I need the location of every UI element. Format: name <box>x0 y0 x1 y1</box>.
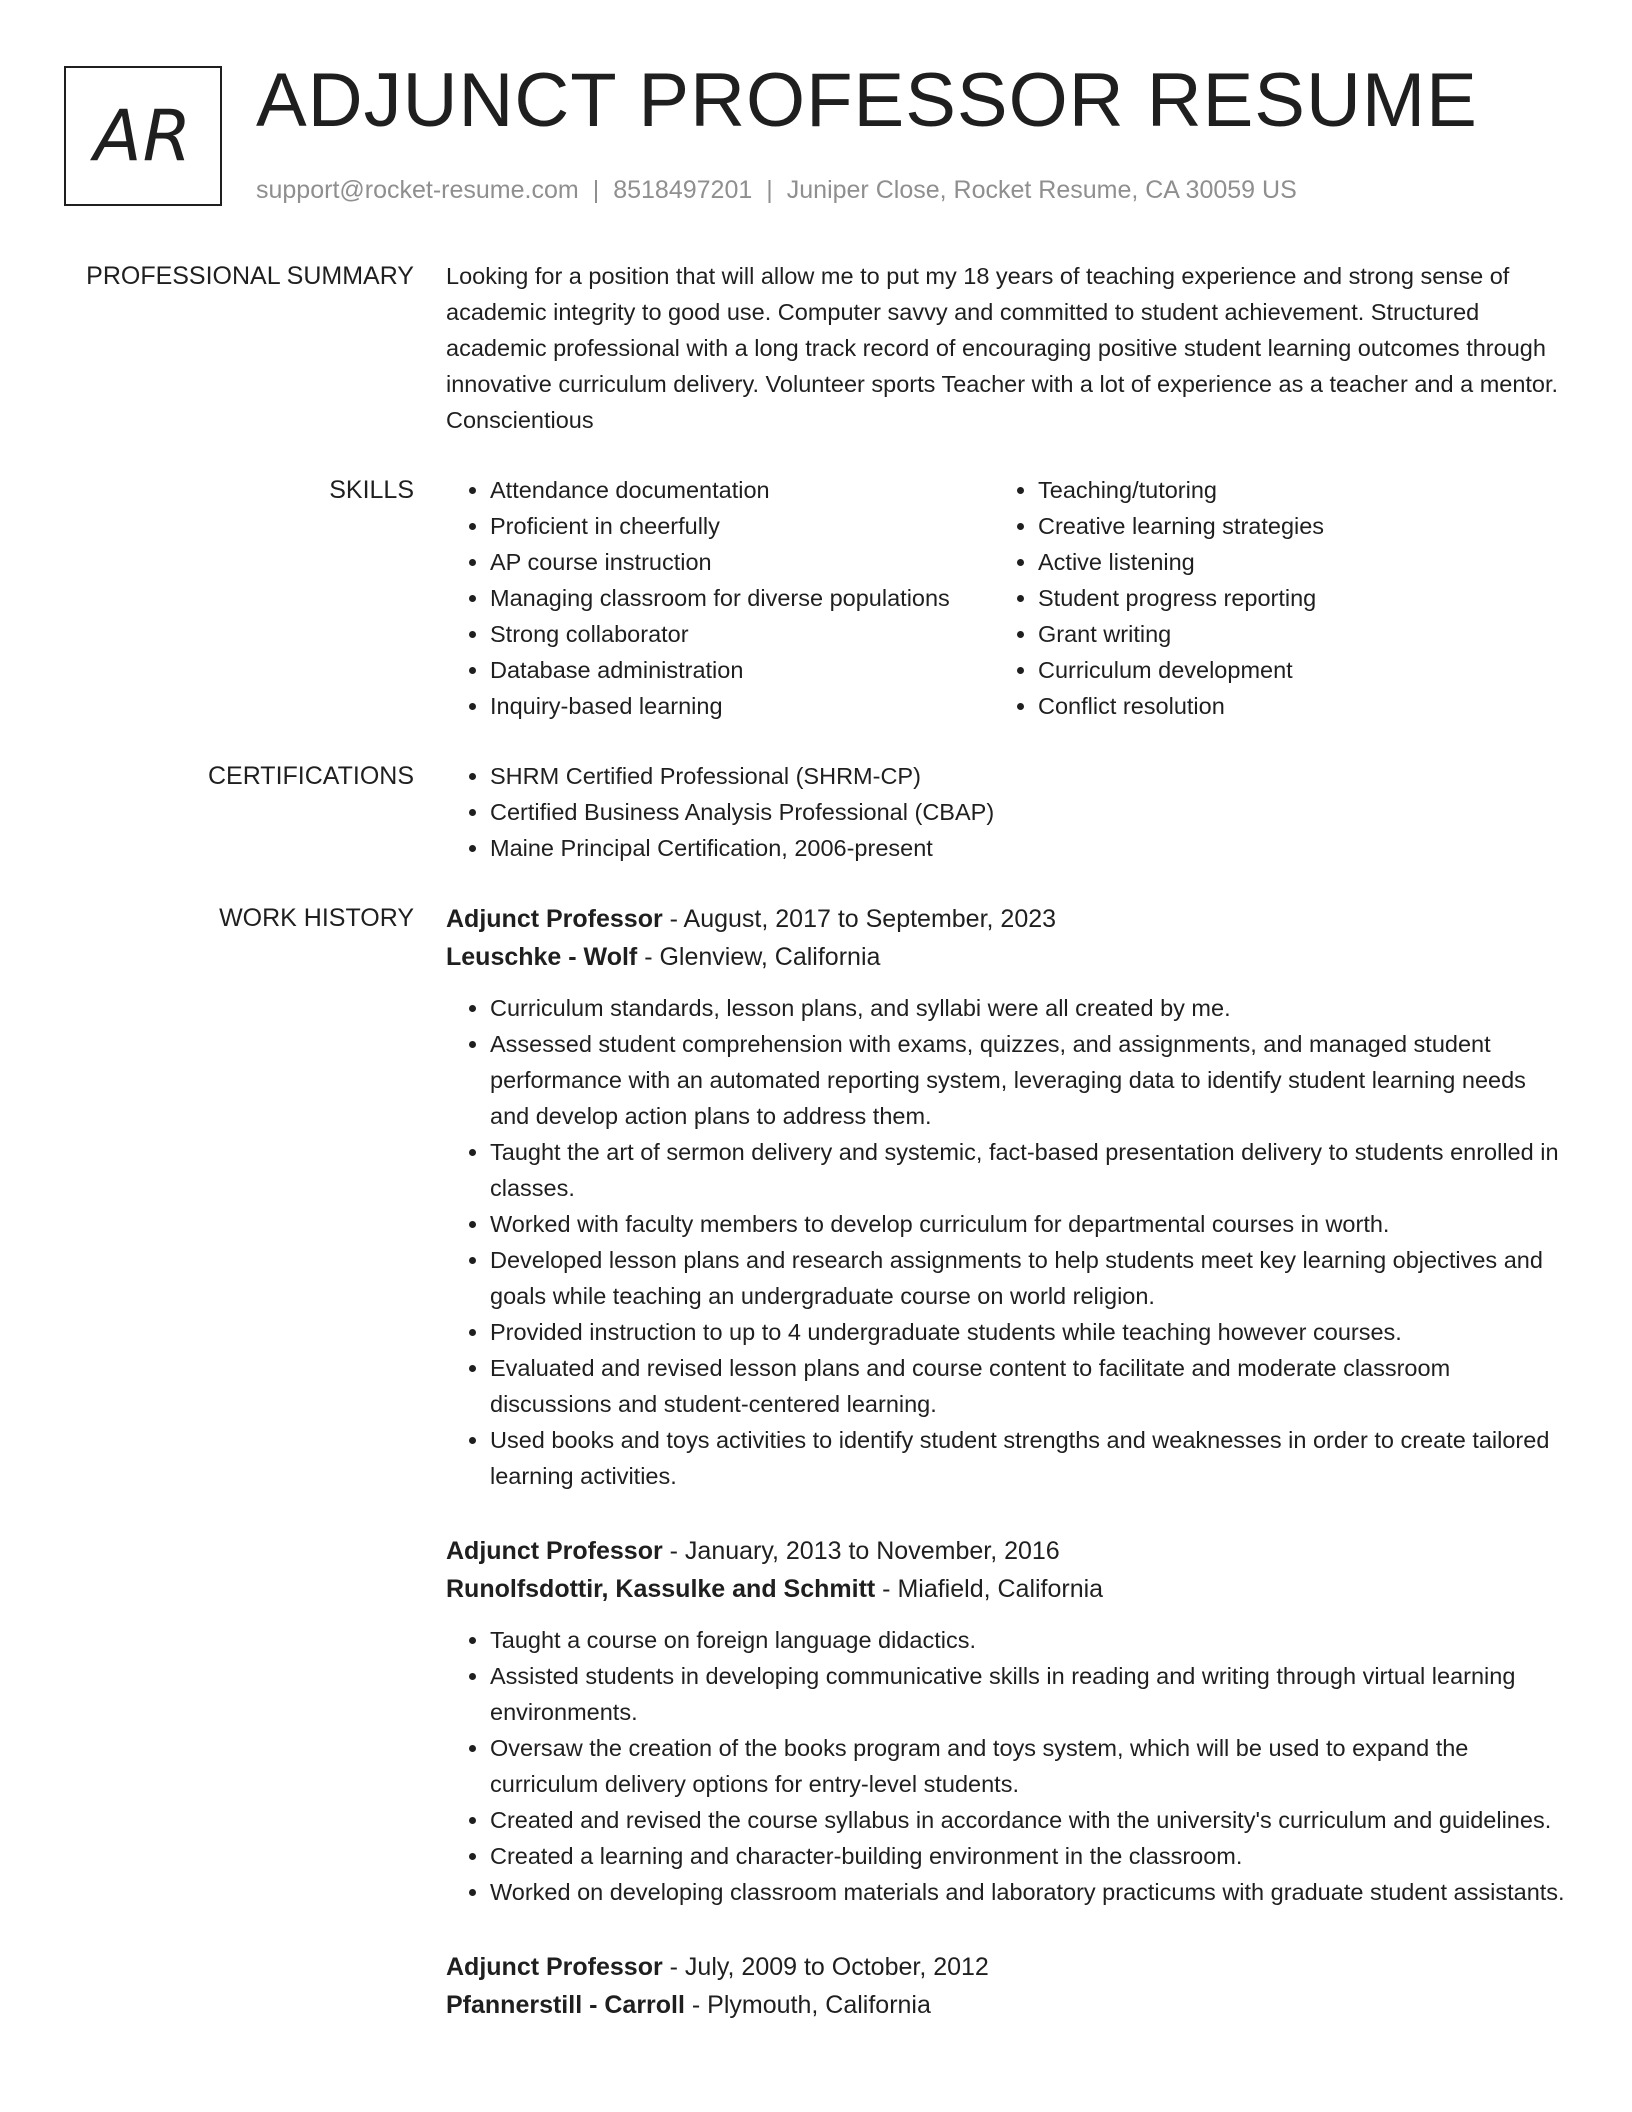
job-entry <box>446 1948 1566 2024</box>
job-title: Adjunct Professor <box>446 905 663 933</box>
monogram-box <box>64 66 222 206</box>
job-company: Runolfsdottir, Kassulke and Schmitt <box>446 1575 876 1603</box>
job-location: - Glenview, California <box>637 943 881 971</box>
job-dates: - January, 2013 to November, 2016 <box>662 1537 1060 1565</box>
job-bullet: • Assessed student comprehension with exams, quizzes, and assignments, and managed student performance with an automated reporting system, leveraging data to identify student learning needs and develop action plans to address them. <box>490 1026 1566 1134</box>
skills-list-right <box>994 472 1538 724</box>
job-location: - Plymouth, California <box>684 1991 931 2019</box>
job-entry <box>446 900 1566 1494</box>
summary-text: Looking for a position that will allow me to put my 18 years of teaching experience and strong sense of academic integrity to good use. Computer savvy and committed to student achievement. Structured academic professional with a long track record of encouraging positive student learning outcomes through innovative curriculum delivery. Volunteer sports Teacher with a lot of experience as a teacher and a mentor. Conscientious <box>446 263 1559 433</box>
certifications-heading: CERTIFICATIONS <box>207 762 414 790</box>
job-bullet: • Oversaw the creation of the books program and toys system, which will be used to expand the curriculum delivery options for entry-level students. <box>490 1730 1566 1802</box>
contact-email: support@rocket-resume.com <box>256 176 579 204</box>
resume-content <box>0 258 1632 2096</box>
summary-body <box>446 258 1566 438</box>
work-history-body <box>446 900 1566 2062</box>
skill-item: • Proficient in cheerfully <box>490 508 994 544</box>
certification-item: • Maine Principal Certification, 2006-present <box>490 830 1566 866</box>
monogram-initials: AR <box>93 95 193 177</box>
job-company-line <box>446 938 1566 976</box>
contact-separator: | <box>766 176 773 204</box>
job-company-line <box>446 1570 1566 1608</box>
job-location: - Miafield, California <box>875 1575 1104 1603</box>
certification-item: • Certified Business Analysis Professional (CBAP) <box>490 794 1566 830</box>
skill-item: • Creative learning strategies <box>1038 508 1538 544</box>
contact-phone: 8518497201 <box>613 176 753 204</box>
skill-item: • Grant writing <box>1038 616 1538 652</box>
job-title-line <box>446 1532 1566 1570</box>
skills-body <box>446 472 1566 724</box>
skill-item: • Inquiry-based learning <box>490 688 994 724</box>
skill-item: • Conflict resolution <box>1038 688 1538 724</box>
skill-item: • Strong collaborator <box>490 616 994 652</box>
certifications-list <box>446 758 1566 866</box>
certifications-section <box>0 758 1632 866</box>
skills-heading: SKILLS <box>329 476 414 504</box>
work-history-section <box>0 900 1632 2062</box>
job-title-line <box>446 900 1566 938</box>
skill-item: • Active listening <box>1038 544 1538 580</box>
job-bullet: • Developed lesson plans and research assignments to help students meet key learning objectives and goals while teaching an undergraduate course on world religion. <box>490 1242 1566 1314</box>
job-entry <box>446 1532 1566 1910</box>
job-bullet: • Taught a course on foreign language didactics. <box>490 1622 1566 1658</box>
job-bullet: • Curriculum standards, lesson plans, and syllabi were all created by me. <box>490 990 1566 1026</box>
job-dates: - July, 2009 to October, 2012 <box>662 1953 989 1981</box>
contact-separator: | <box>592 176 600 204</box>
job-bullet: • Used books and toys activities to identify student strengths and weaknesses in order to create tailored learning activities. <box>490 1422 1566 1494</box>
job-dates: - August, 2017 to September, 2023 <box>662 905 1057 933</box>
job-company-line <box>446 1986 1566 2024</box>
skill-item: • Curriculum development <box>1038 652 1538 688</box>
skill-item: • Database administration <box>490 652 994 688</box>
skills-grid <box>446 472 1566 724</box>
job-title-line <box>446 1948 1566 1986</box>
job-title: Adjunct Professor <box>446 1953 663 1981</box>
job-bullet: • Taught the art of sermon delivery and systemic, fact-based presentation delivery to students enrolled in classes. <box>490 1134 1566 1206</box>
skills-section <box>0 472 1632 724</box>
summary-section <box>0 258 1632 438</box>
job-bullet: • Evaluated and revised lesson plans and course content to facilitate and moderate classroom discussions and student-centered learning. <box>490 1350 1566 1422</box>
job-company: Pfannerstill - Carroll <box>446 1991 685 2019</box>
resume-title: ADJUNCT PROFESSOR RESUME <box>256 58 1478 143</box>
skill-item: • Managing classroom for diverse populations <box>490 580 994 616</box>
certification-item: • SHRM Certified Professional (SHRM-CP) <box>490 758 1566 794</box>
contact-line <box>256 174 1297 206</box>
job-bullet: • Provided instruction to up to 4 undergraduate students while teaching however courses. <box>490 1314 1566 1350</box>
job-bullet-list <box>446 1622 1566 1910</box>
job-bullet: • Worked on developing classroom materials and laboratory practicums with graduate student assistants. <box>490 1874 1566 1910</box>
job-title: Adjunct Professor <box>446 1537 663 1565</box>
skill-item: • AP course instruction <box>490 544 994 580</box>
work-history-heading: WORK HISTORY <box>219 904 414 932</box>
contact-address: Juniper Close, Rocket Resume, CA 30059 US <box>786 176 1297 204</box>
skill-item: • Teaching/tutoring <box>1038 472 1538 508</box>
job-bullet: • Assisted students in developing communicative skills in reading and writing through virtual learning environments. <box>490 1658 1566 1730</box>
skills-list-left <box>446 472 994 724</box>
skill-item: • Student progress reporting <box>1038 580 1538 616</box>
skill-item: • Attendance documentation <box>490 472 994 508</box>
job-bullet-list <box>446 990 1566 1494</box>
job-company: Leuschke - Wolf <box>446 943 638 971</box>
job-bullet: • Created and revised the course syllabus in accordance with the university's curriculum and guidelines. <box>490 1802 1566 1838</box>
job-bullet: • Worked with faculty members to develop curriculum for departmental courses in worth. <box>490 1206 1566 1242</box>
certifications-body <box>446 758 1566 866</box>
summary-heading: PROFESSIONAL SUMMARY <box>86 262 414 290</box>
job-bullet: • Created a learning and character-building environment in the classroom. <box>490 1838 1566 1874</box>
